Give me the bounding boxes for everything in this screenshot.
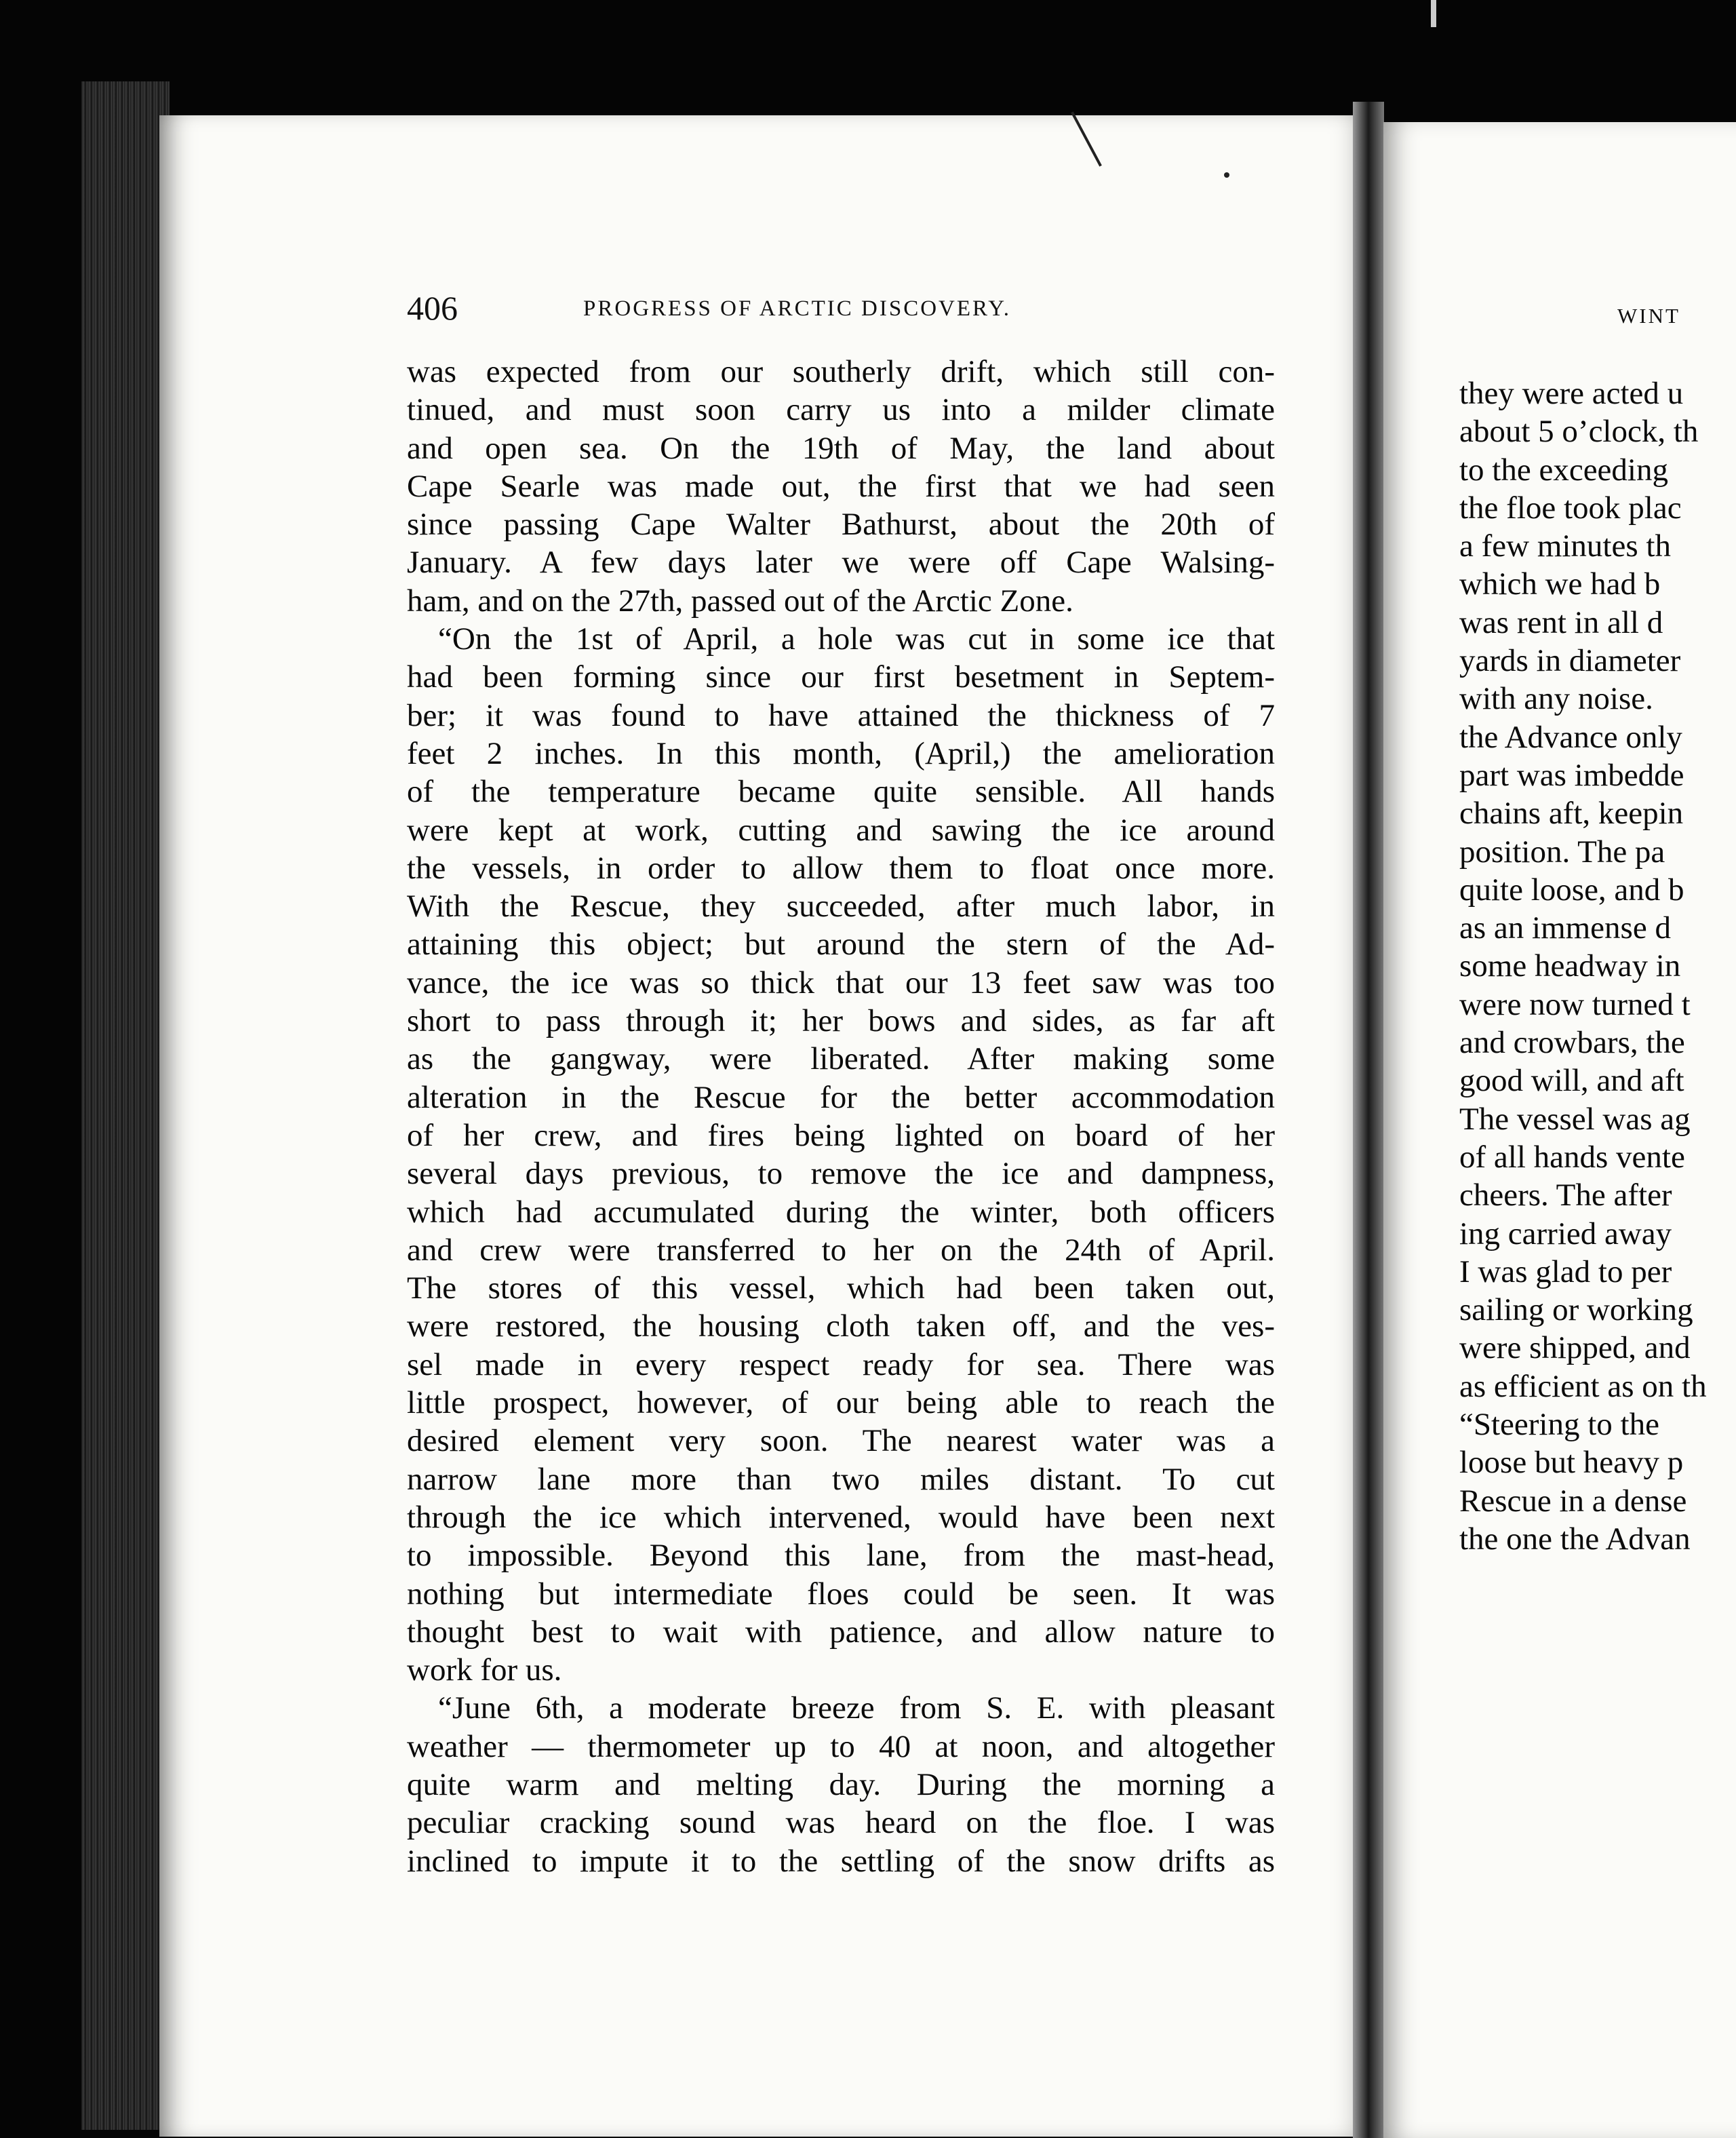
text-line: sailing or working — [1459, 1292, 1693, 1328]
text-line: little prospect, however, of our being able to reach the — [407, 1385, 1275, 1421]
book-gutter — [1353, 102, 1384, 2138]
text-line: Rescue in a dense — [1459, 1483, 1687, 1519]
text-line: of all hands vente — [1459, 1139, 1685, 1175]
text-line: With the Rescue, they succeeded, after much labor, in — [407, 889, 1275, 925]
text-line: ham, and on the 27th, passed out of the Arctic Zone. — [407, 583, 1073, 619]
text-line: ber; it was found to have attained the thickness of 7 — [407, 697, 1275, 733]
left-page-text — [407, 353, 1275, 1880]
scan-mark — [1224, 172, 1229, 178]
text-line: “Steering to the — [1459, 1407, 1659, 1443]
running-head: PROGRESS OF ARCTIC DISCOVERY. — [583, 296, 1012, 321]
text-line: sel made in every respect ready for sea. There was — [407, 1346, 1275, 1382]
text-line: part was imbedde — [1459, 757, 1684, 793]
text-line: vance, the ice was so thick that our 13 feet saw was too — [407, 965, 1275, 1000]
text-line: The stores of this vessel, which had been taken out, — [407, 1270, 1275, 1306]
text-line: ing carried away — [1459, 1216, 1672, 1251]
text-line: and crowbars, the — [1459, 1025, 1685, 1061]
text-line: through the ice which intervened, would have been next — [407, 1499, 1275, 1535]
text-line: had been forming since our first besetment in Septem- — [407, 659, 1275, 695]
text-line: “June 6th, a moderate breeze from S. E. with pleasant — [438, 1690, 1275, 1726]
text-line: I was glad to per — [1459, 1253, 1672, 1289]
text-line: yards in diameter — [1459, 643, 1681, 679]
text-line: some headway in — [1459, 948, 1681, 984]
text-line: short to pass through it; her bows and sides, as far aft — [407, 1003, 1275, 1039]
text-line: were kept at work, cutting and sawing the ice around — [407, 812, 1275, 848]
text-line: good will, and aft — [1459, 1063, 1684, 1099]
text-line: loose but heavy p — [1459, 1445, 1684, 1481]
text-line: January. A few days later we were off Cape Walsing- — [407, 545, 1275, 581]
text-line: nothing but intermediate floes could be seen. It was — [407, 1576, 1275, 1612]
text-line: of the temperature became quite sensible. All hands — [407, 774, 1275, 810]
text-line: narrow lane more than two miles distant. To cut — [407, 1461, 1275, 1497]
text-line: weather — thermometer up to 40 at noon, and altogether — [407, 1728, 1275, 1764]
text-line: “On the 1st of April, a hole was cut in some ice that — [438, 621, 1275, 657]
text-line: they were acted u — [1459, 376, 1684, 411]
text-line: The vessel was ag — [1459, 1101, 1691, 1137]
text-line: and open sea. On the 19th of May, the land about — [407, 430, 1275, 466]
text-line: chains aft, keepin — [1459, 796, 1684, 832]
text-line: of her crew, and fires being lighted on board of her — [407, 1117, 1275, 1153]
text-line: thought best to wait with patience, and allow nature to — [407, 1614, 1275, 1650]
text-line: several days previous, to remove the ice and dampness, — [407, 1156, 1275, 1192]
text-line: a few minutes th — [1459, 528, 1671, 564]
text-line: with any noise. — [1459, 681, 1653, 717]
text-line: were now turned t — [1459, 986, 1691, 1022]
right-page-text — [1459, 374, 1736, 1558]
page-number: 406 — [407, 289, 458, 327]
text-line: work for us. — [407, 1652, 562, 1688]
text-line: Cape Searle was made out, the first that we had seen — [407, 468, 1275, 504]
text-line: which we had b — [1459, 566, 1661, 602]
text-line: as efficient as on th — [1459, 1368, 1707, 1404]
text-line: was expected from our southerly drift, which still con- — [407, 354, 1275, 389]
text-line: as an immense d — [1459, 910, 1671, 946]
text-line: peculiar cracking sound was heard on the floe. I was — [407, 1805, 1275, 1841]
text-line: to impossible. Beyond this lane, from the mast-head, — [407, 1538, 1275, 1574]
right-running-head: WINT — [1617, 304, 1680, 328]
text-line: which had accumulated during the winter, both officers — [407, 1194, 1275, 1230]
text-line: position. The pa — [1459, 834, 1665, 870]
text-line: inclined to impute it to the settling of the snow drifts as — [407, 1843, 1275, 1879]
text-line: feet 2 inches. In this month, (April,) the amelioration — [407, 735, 1275, 771]
text-line: was rent in all d — [1459, 604, 1663, 640]
text-line: were restored, the housing cloth taken off, and the ves- — [407, 1308, 1275, 1344]
text-line: were shipped, and — [1459, 1330, 1691, 1366]
text-line: and crew were transferred to her on the 24th of April. — [407, 1232, 1275, 1268]
text-line: cheers. The after — [1459, 1178, 1672, 1213]
text-line: since passing Cape Walter Bathurst, about the 20th of — [407, 507, 1275, 543]
text-line: as the gangway, were liberated. After making some — [407, 1041, 1275, 1077]
text-line: tinued, and must soon carry us into a milder climate — [407, 392, 1275, 428]
text-line: quite warm and melting day. During the morning a — [407, 1766, 1275, 1802]
text-line: the one the Advan — [1459, 1521, 1691, 1557]
scan-mark — [1431, 0, 1436, 27]
text-line: about 5 o’clock, th — [1459, 414, 1699, 450]
page-edges — [81, 81, 170, 2130]
text-line: the Advance only — [1459, 719, 1682, 755]
text-line: attaining this object; but around the stern of the Ad- — [407, 927, 1275, 963]
text-line: the vessels, in order to allow them to float once more. — [407, 850, 1275, 886]
text-line: to the exceeding — [1459, 452, 1668, 488]
text-line: the floe took plac — [1459, 490, 1682, 526]
text-line: alteration in the Rescue for the better accommodation — [407, 1079, 1275, 1115]
text-line: desired element very soon. The nearest water was a — [407, 1423, 1275, 1459]
text-line: quite loose, and b — [1459, 872, 1684, 908]
